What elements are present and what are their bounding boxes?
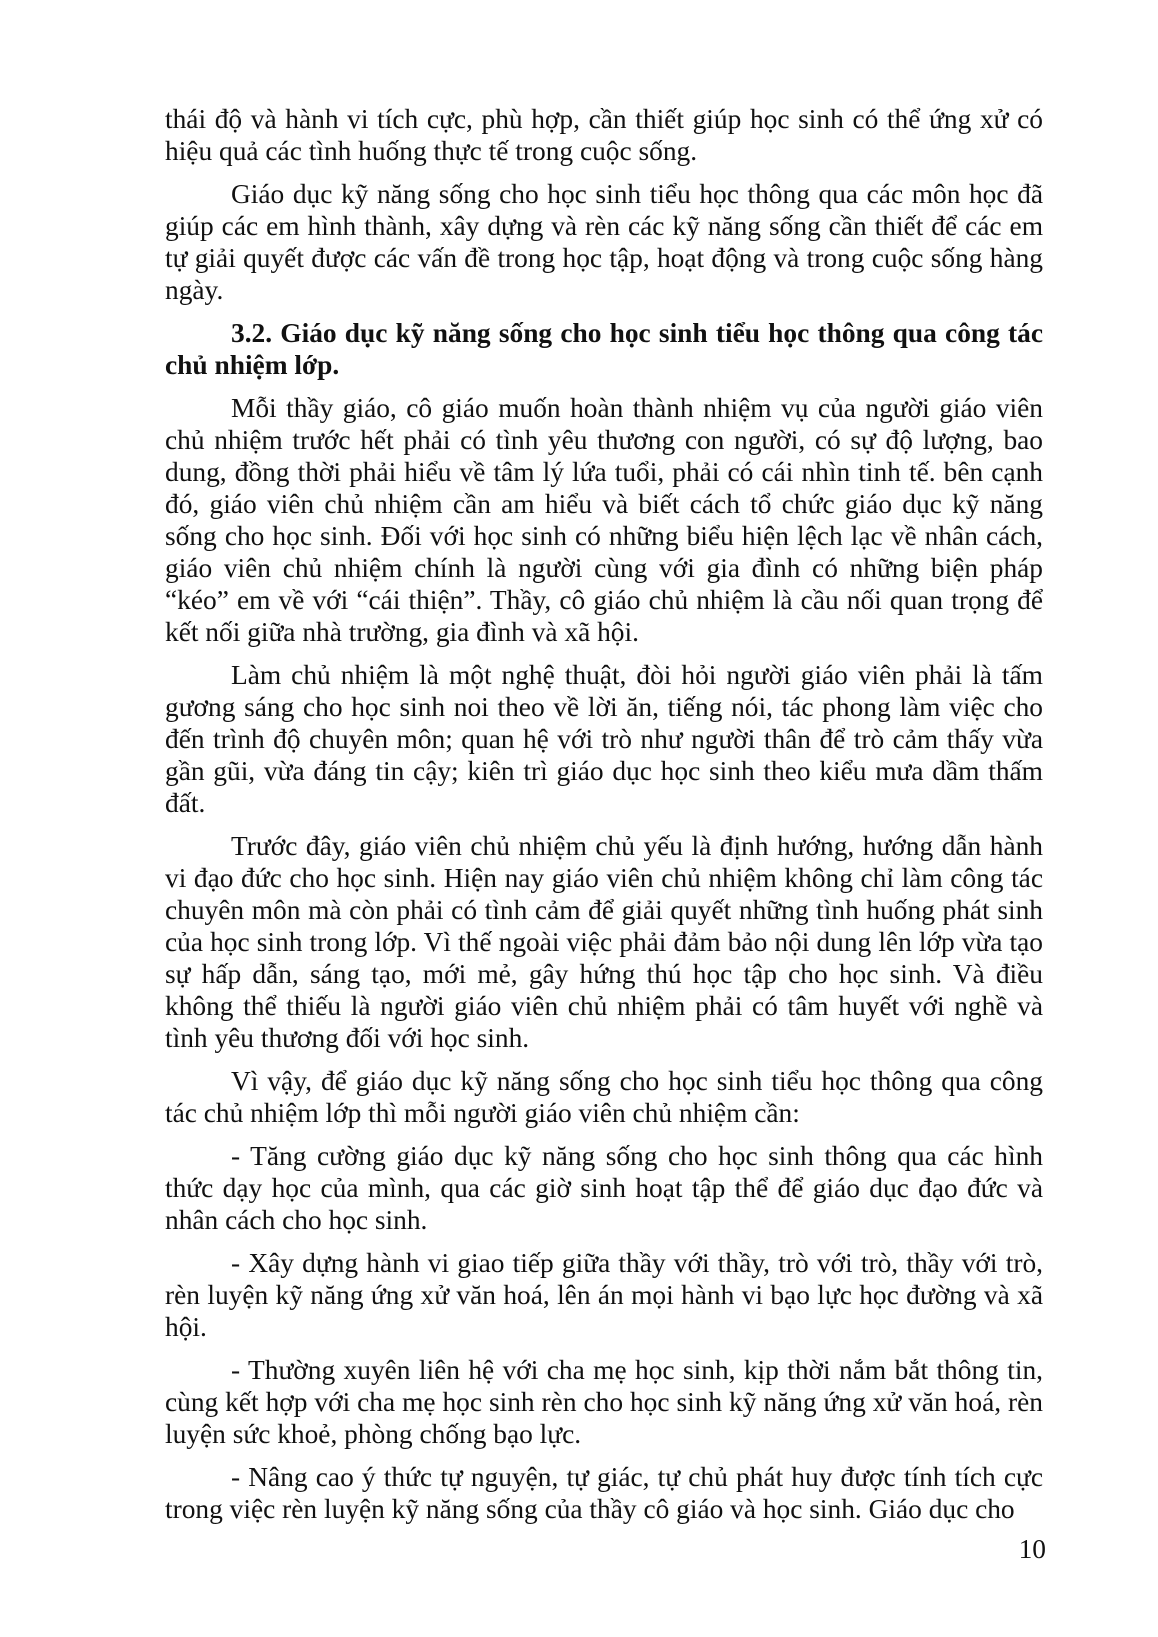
- list-item: - Xây dựng hành vi giao tiếp giữa thầy với thầy, trò với trò, thầy với trò, rèn luyện kỹ năng ứng xử văn hoá, lên án mọi hành vi bạo lực học đường và xã hội.: [165, 1248, 1043, 1342]
- list-item: - Thường xuyên liên hệ với cha mẹ học sinh, kịp thời nắm bắt thông tin, cùng kết hợp với cha mẹ học sinh rèn cho học sinh kỹ năng ứng xử văn hoá, rèn luyện sức khoẻ, phòng chống bạo lực.: [165, 1355, 1043, 1449]
- page-number: 10: [1018, 1534, 1046, 1564]
- list-item: - Nâng cao ý thức tự nguyện, tự giác, tự chủ phát huy được tính tích cực trong việc rèn luyện kỹ năng sống của thầy cô giáo và học sinh. Giáo dục cho: [165, 1462, 1043, 1524]
- paragraph: Giáo dục kỹ năng sống cho học sinh tiểu học thông qua các môn học đã giúp các em hình thành, xây dựng và rèn các kỹ năng sống cần thiết để các em tự giải quyết được các vấn đề trong học tập, hoạt động và trong cuộc sống hàng ngày.: [165, 179, 1043, 305]
- paragraph: Làm chủ nhiệm là một nghệ thuật, đòi hỏi người giáo viên phải là tấm gương sáng cho học sinh noi theo về lời ăn, tiếng nói, tác phong làm việc cho đến trình độ chuyên môn; quan hệ với trò như người thân để trò cảm thấy vừa gần gũi, vừa đáng tin cậy; kiên trì giáo dục học sinh theo kiểu mưa dầm thấm đất.: [165, 660, 1043, 818]
- paragraph: Trước đây, giáo viên chủ nhiệm chủ yếu là định hướng, hướng dẫn hành vi đạo đức cho học sinh. Hiện nay giáo viên chủ nhiệm không chỉ làm công tác chuyên môn mà còn phải có tình cảm để giải quyết những tình huống phát sinh của học sinh trong lớp. Vì thế ngoài việc phải đảm bảo nội dung lên lớp vừa tạo sự hấp dẫn, sáng tạo, mới mẻ, gây hứng thú học tập cho học sinh. Và điều không thể thiếu là người giáo viên chủ nhiệm phải có tâm huyết với nghề và tình yêu thương đối với học sinh.: [165, 831, 1043, 1053]
- paragraph: Mỗi thầy giáo, cô giáo muốn hoàn thành nhiệm vụ của người giáo viên chủ nhiệm trước hết phải có tình yêu thương con người, có sự độ lượng, bao dung, đồng thời phải hiểu về tâm lý lứa tuổi, phải có cái nhìn tinh tế. bên cạnh đó, giáo viên chủ nhiệm cần am hiểu và biết cách tổ chức giáo dục kỹ năng sống cho học sinh. Đối với học sinh có những biểu hiện lệch lạc về nhân cách, giáo viên chủ nhiệm chính là người cùng với gia đình có những biện pháp “kéo” em về với “cái thiện”. Thầy, cô giáo chủ nhiệm là cầu nối quan trọng để kết nối giữa nhà trường, gia đình và xã hội.: [165, 393, 1043, 647]
- document-page: [165, 103, 1043, 1536]
- section-heading: 3.2. Giáo dục kỹ năng sống cho học sinh tiểu học thông qua công tác chủ nhiệm lớp.: [165, 318, 1043, 380]
- paragraph-continuation: thái độ và hành vi tích cực, phù hợp, cần thiết giúp học sinh có thể ứng xử có hiệu quả các tình huống thực tế trong cuộc sống.: [165, 104, 1043, 166]
- paragraph: Vì vậy, để giáo dục kỹ năng sống cho học sinh tiểu học thông qua công tác chủ nhiệm lớp thì mỗi người giáo viên chủ nhiệm cần:: [165, 1066, 1043, 1128]
- list-item: - Tăng cường giáo dục kỹ năng sống cho học sinh thông qua các hình thức dạy học của mình, qua các giờ sinh hoạt tập thể để giáo dục đạo đức và nhân cách cho học sinh.: [165, 1141, 1043, 1235]
